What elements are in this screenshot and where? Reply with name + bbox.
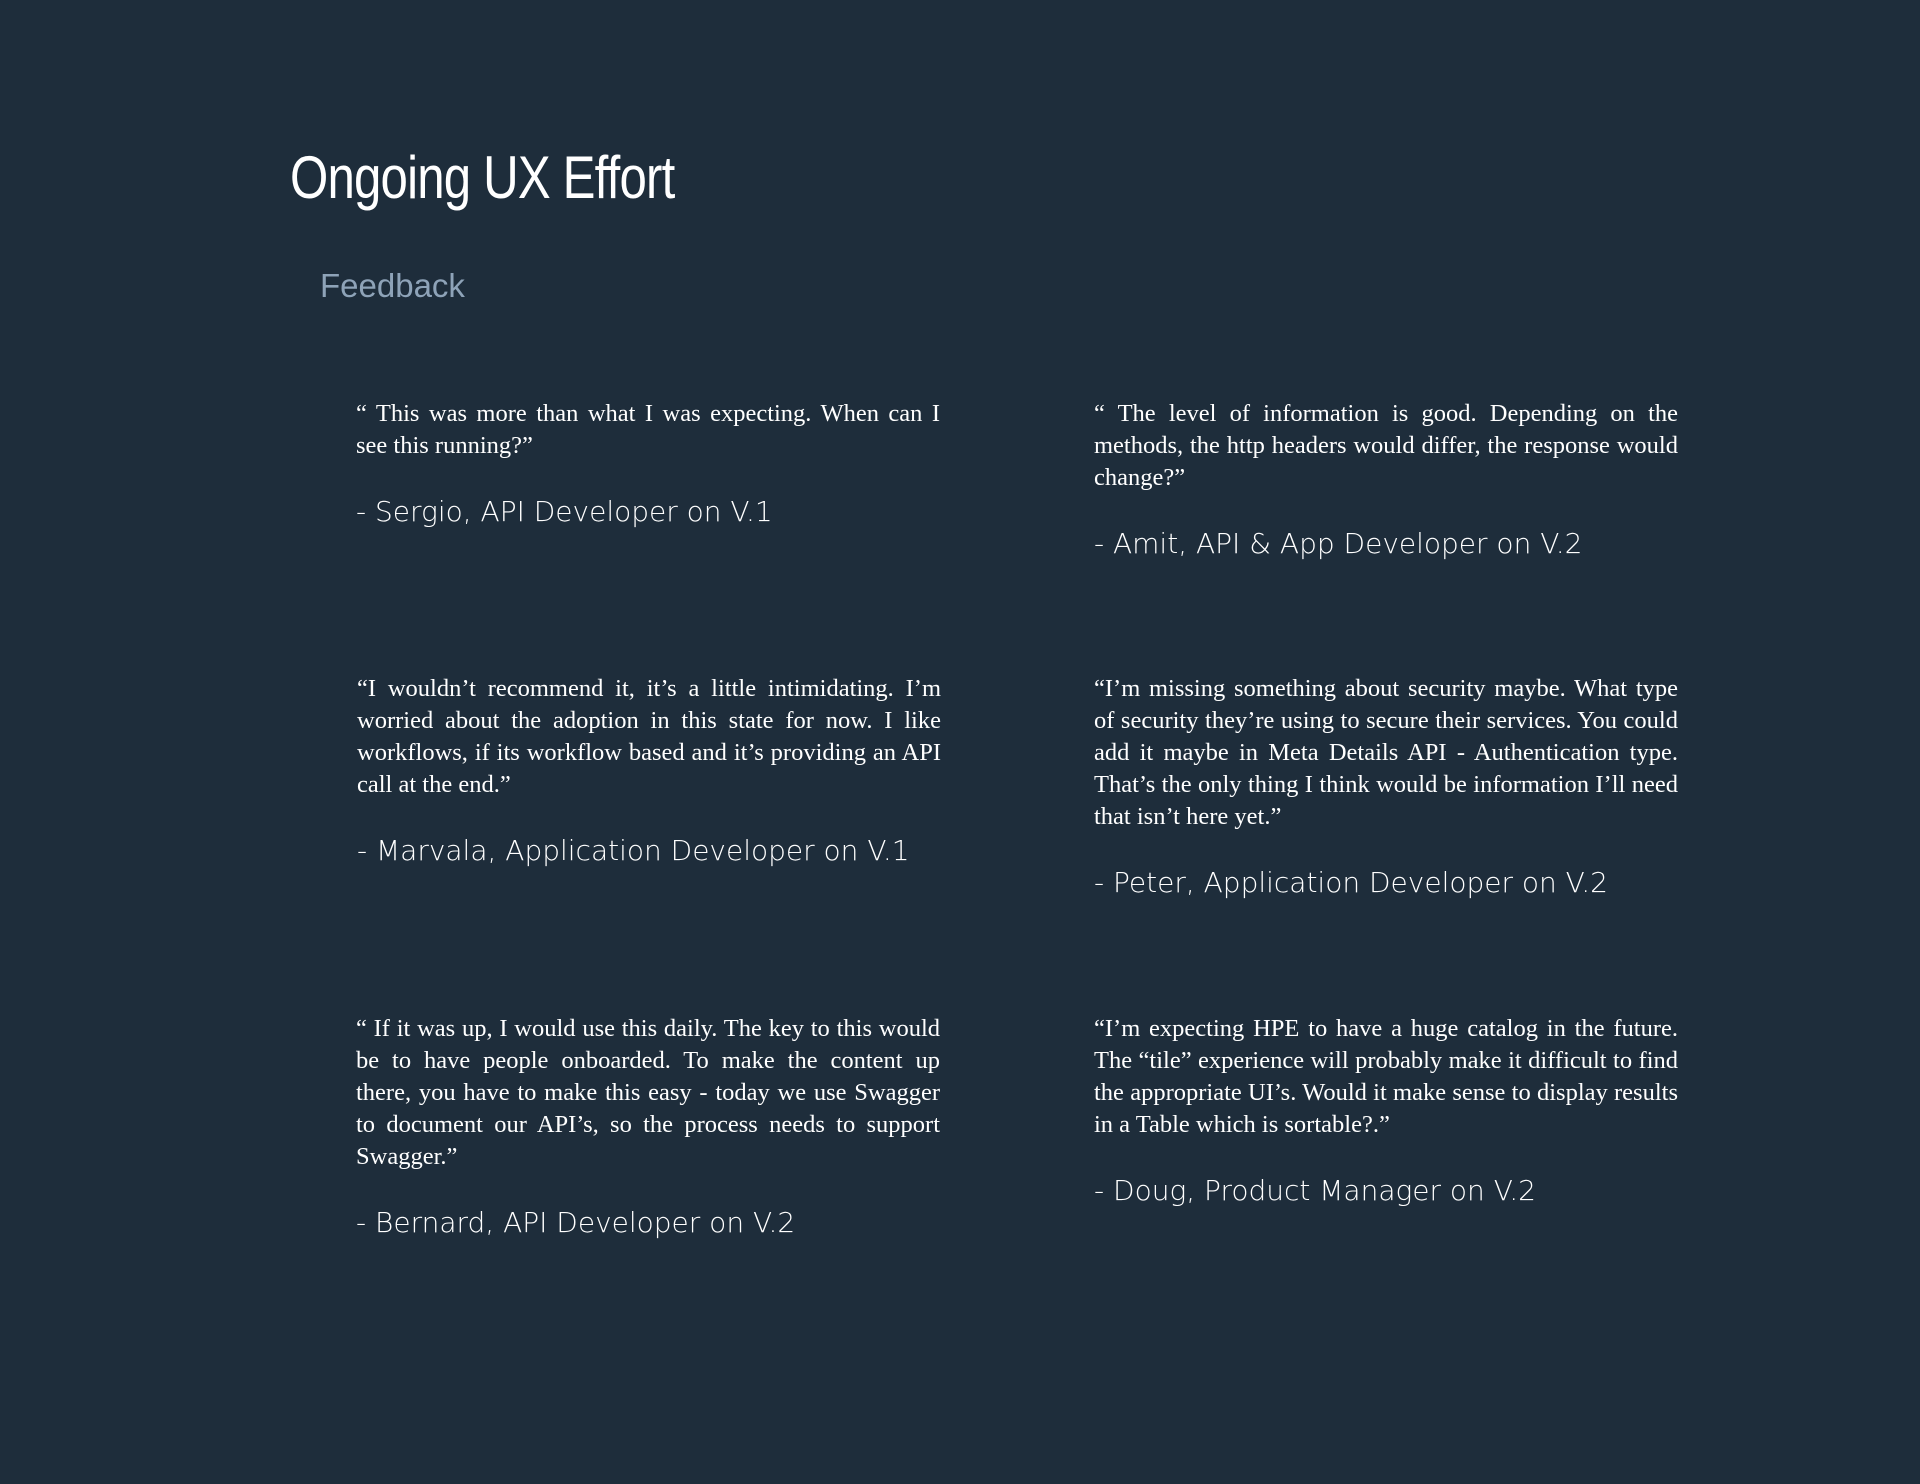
quote-text: “ This was more than what I was expecting. When can I see this running?”: [356, 400, 940, 459]
page-subtitle: Feedback: [320, 267, 465, 304]
quote-attribution: - Amit, API & App Developer on V.2: [1094, 527, 1583, 560]
quote-attribution: - Marvala, Application Developer on V.1: [357, 834, 910, 867]
quote-text: “I’m missing something about security maybe. What type of security they’re using to secure their services. You could add it maybe in Meta Details API - Authentication type. That’s the only thing I think would be information I’ll need that isn’t here yet.”: [1094, 675, 1678, 830]
feedback-quote-card: [1094, 1013, 1678, 1213]
quote-text: “I wouldn’t recommend it, it’s a little intimidating. I’m worried about the adoption in this state for now. I like workflows, if its workflow based and it’s providing an API call at the end.”: [357, 675, 941, 798]
quote-text: “I’m expecting HPE to have a huge catalog in the future. The “tile” experience will probably make it difficult to find the appropriate UI’s. Would it make sense to display results in a Table which is sortable?.”: [1094, 1015, 1678, 1138]
quote-text: “ The level of information is good. Depending on the methods, the http headers would differ, the response would change?”: [1094, 400, 1678, 491]
page-title: Ongoing UX Effort: [290, 144, 675, 211]
quote-text: “ If it was up, I would use this daily. The key to this would be to have people onboarded. To make the content up there, you have to make this easy - today we use Swagger to document our API’s, so the process needs to support Swagger.”: [356, 1015, 940, 1170]
feedback-quote-card: [357, 673, 941, 873]
quote-attribution: - Peter, Application Developer on V.2: [1094, 866, 1608, 899]
quote-attribution: - Bernard, API Developer on V.2: [356, 1206, 796, 1239]
quote-attribution: - Sergio, API Developer on V.1: [356, 495, 773, 528]
feedback-quote-card: [356, 1013, 940, 1245]
feedback-quote-card: [1094, 673, 1678, 905]
feedback-quote-card: [356, 398, 940, 534]
quote-attribution: - Doug, Product Manager on V.2: [1094, 1174, 1536, 1207]
feedback-quote-card: [1094, 398, 1678, 566]
